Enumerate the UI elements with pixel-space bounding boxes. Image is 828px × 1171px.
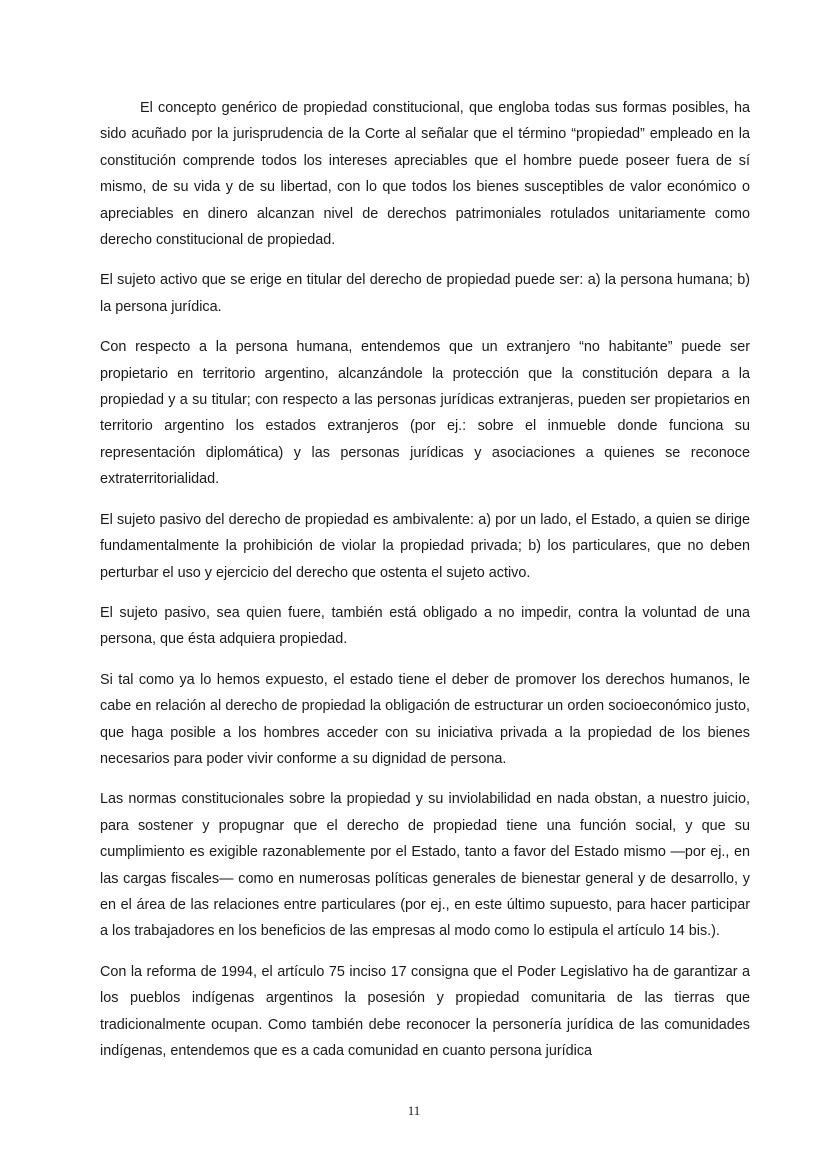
paragraph-propiedad-constitucional: El concepto genérico de propiedad constitucional, que engloba todas sus formas posibles, ha sido acuñado por la jurisprudencia de la Corte al señalar que el término “propiedad” empleado en la constitución comprende todos los intereses apreciables que el hombre puede poseer fuera de sí mismo, de su vida y de su libertad, con lo que todos los bienes susceptibles de valor económico o apreciables en dinero alcanzan nivel de derechos patrimoniales rotulados unitariamente como derecho constitucional de propiedad. <box>100 100 750 249</box>
paragraph-sujeto-activo: El sujeto activo que se erige en titular del derecho de propiedad puede ser: a) la persona humana; b) la persona jurídica. <box>100 272 750 315</box>
paragraph-deber-estado: Si tal como ya lo hemos expuesto, el estado tiene el deber de promover los derechos humanos, le cabe en relación al derecho de propiedad la obligación de estructurar un orden socioeconómico justo, que haga posible a los hombres acceder con su iniciativa privada a la propiedad de los bienes necesarios para poder vivir conforme a su dignidad de persona. <box>100 671 750 767</box>
document-body <box>100 95 750 1078</box>
paragraph-obligacion-no-impedir: El sujeto pasivo, sea quien fuere, también está obligado a no impedir, contra la voluntad de una persona, que ésta adquiera propiedad. <box>100 604 750 648</box>
paragraph-persona-humana: Con respecto a la persona humana, entendemos que un extranjero “no habitante” puede ser propietario en territorio argentino, alcanzándole la protección que la constitución depara a la propiedad y a su titular; con respecto a las personas jurídicas extranjeras, pueden ser propietarios en territorio argentino los estados extranjeros (por ej.: sobre el inmueble donde funciona su representación diplomática) y las personas jurídicas y asociaciones a quienes se reconoce extraterritorialidad. <box>100 339 750 488</box>
paragraph-sujeto-pasivo: El sujeto pasivo del derecho de propiedad es ambivalente: a) por un lado, el Estado, a quien se dirige fundamentalmente la prohibición de violar la propiedad privada; b) los particulares, que no deben perturbar el uso y ejercicio del derecho que ostenta el sujeto activo. <box>100 511 750 581</box>
paragraph-funcion-social: Las normas constitucionales sobre la propiedad y su inviolabilidad en nada obstan, a nuestro juicio, para sostener y propugnar que el derecho de propiedad tiene una función social, y que su cumplimiento es exigible razonablemente por el Estado, tanto a favor del Estado mismo —por ej., en las cargas fiscales— como en numerosas políticas generales de bienestar general y de desarrollo, y en el área de las relaciones entre particulares (por ej., en este último supuesto, para hacer participar a los trabajadores en los beneficios de las empresas al modo como lo estipula el artículo 14 bis.). <box>100 791 750 940</box>
paragraph-reforma-1994: Con la reforma de 1994, el artículo 75 inciso 17 consigna que el Poder Legislativo ha de garantizar a los pueblos indígenas argentinos la posesión y propiedad comunitaria de las tierras que tradicionalmente ocupan. Como también debe reconocer la personería jurídica de las comunidades indígenas, entendemos que es a cada comunidad en cuanto persona jurídica <box>100 963 750 1059</box>
page-number: 11 <box>407 1103 421 1118</box>
